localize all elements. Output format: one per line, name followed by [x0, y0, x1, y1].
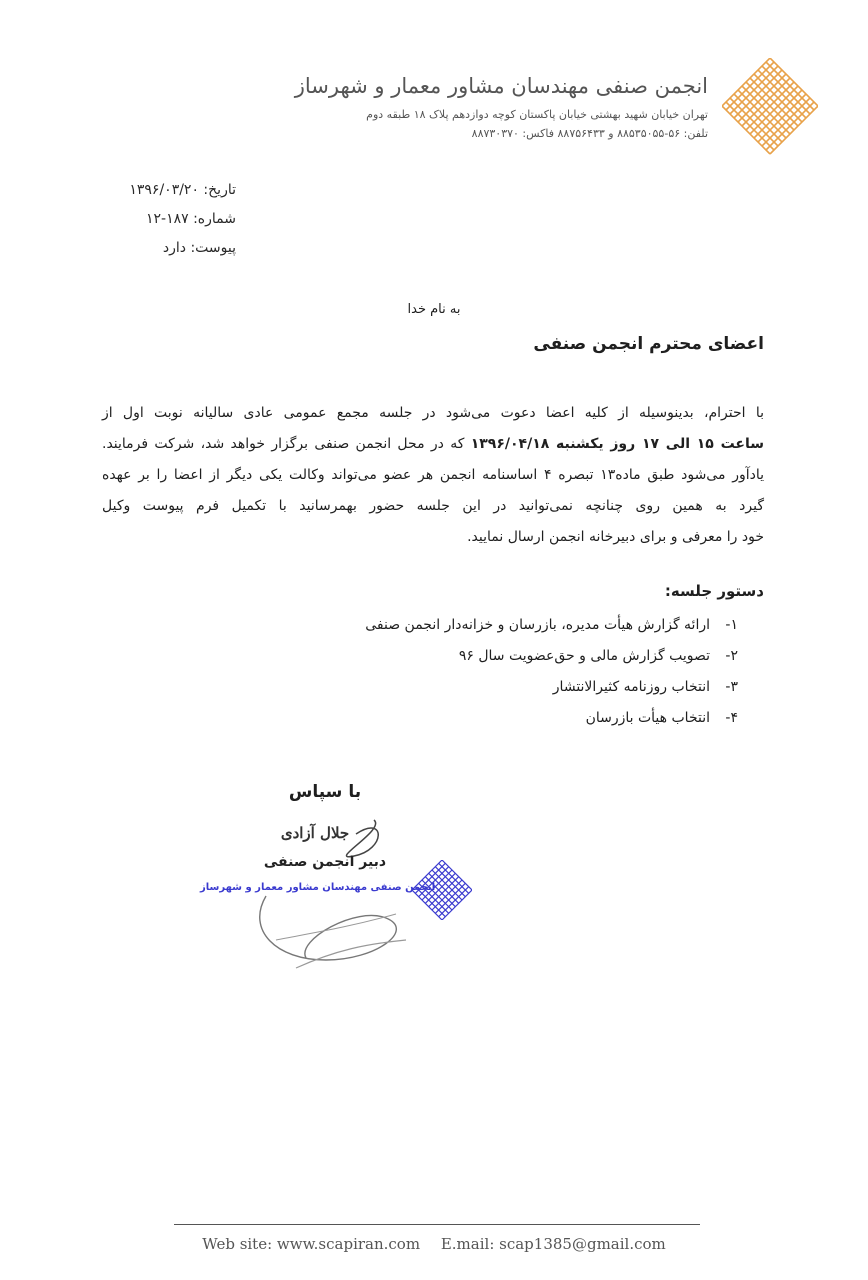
agenda-title: دستور جلسه: — [664, 582, 764, 600]
footer-divider — [174, 1224, 700, 1225]
closing-thanks: با سپاس — [288, 782, 362, 802]
agenda-item: ۴-انتخاب هیأت بازرسان — [585, 710, 738, 726]
body-line: یادآور می‌شود طبق ماده۱۳ تبصره ۴ اساسنامه انجمن هر عضو می‌تواند وکالت یکی دیگر از اعضا را بر عهده — [102, 467, 765, 483]
agenda-item: ۳-انتخاب روزنامه کثیرالانتشار — [552, 679, 738, 695]
footer-website: Web site: www.scapiran.com — [202, 1235, 421, 1253]
body-line: با احترام، بدینوسیله از کلیه اعضا دعوت می‌شود در جلسه مجمع عمومی عادی سالیانه نوبت اول از — [102, 405, 764, 421]
letter-number: شماره: ۱۸۷-۱۲ — [145, 211, 236, 227]
organization-phone: تلفن: ۵۶-۸۸۵۳۵۰۵۵ و ۸۸۷۵۶۴۳۳ فاکس: ۸۸۷۳۰۳۷۰ — [471, 127, 708, 140]
footer-email: E.mail: scap1385@gmail.com — [440, 1235, 666, 1253]
basmala: به نام خدا — [407, 302, 461, 317]
body-line: خود را معرفی و برای دبیرخانه انجمن ارسال نمایید. — [467, 529, 764, 545]
letter-body — [102, 398, 764, 553]
organization-logo-icon — [722, 58, 818, 162]
signer-title: دبیر انجمن صنفی — [263, 854, 387, 870]
addressee: اعضای محترم انجمن صنفی — [533, 334, 764, 354]
stamp-text: انجمن صنفی مهندسان مشاور معمار و شهرساز — [200, 882, 436, 893]
letter-date: تاریخ: ۱۳۹۶/۰۳/۲۰ — [129, 182, 236, 198]
meeting-location: که در محل انجمن صنفی برگزار خواهد شد، شرکت فرمایند. — [102, 436, 465, 452]
agenda-item: ۲-تصویب گزارش مالی و حق‌عضویت سال ۹۶ — [458, 648, 738, 664]
agenda-item: ۱-ارائه گزارش هیأت مدیره، بازرسان و خزانه‌دار انجمن صنفی — [365, 617, 738, 633]
meeting-time: ساعت ۱۵ الی ۱۷ روز یکشنبه ۱۳۹۶/۰۴/۱۸ — [470, 436, 764, 452]
letter-meta — [96, 176, 236, 263]
organization-name: انجمن صنفی مهندسان مشاور معمار و شهرساز — [294, 74, 708, 98]
signer-name: جلال آزادی — [280, 824, 350, 842]
body-line — [102, 429, 764, 460]
letter-attachment: پیوست: دارد — [162, 240, 236, 256]
body-line: گیرد به همین روی چنانچه نمی‌توانید در این جلسه حضور بهمرسانید با تکمیل فرم پیوست وکیل — [102, 498, 764, 514]
agenda-list — [365, 610, 738, 734]
organization-address: تهران خیابان شهید بهشتی خیابان پاکستان کوچه دوازدهم پلاک ۱۸ طبقه دوم — [366, 108, 708, 121]
footer — [0, 1235, 868, 1253]
